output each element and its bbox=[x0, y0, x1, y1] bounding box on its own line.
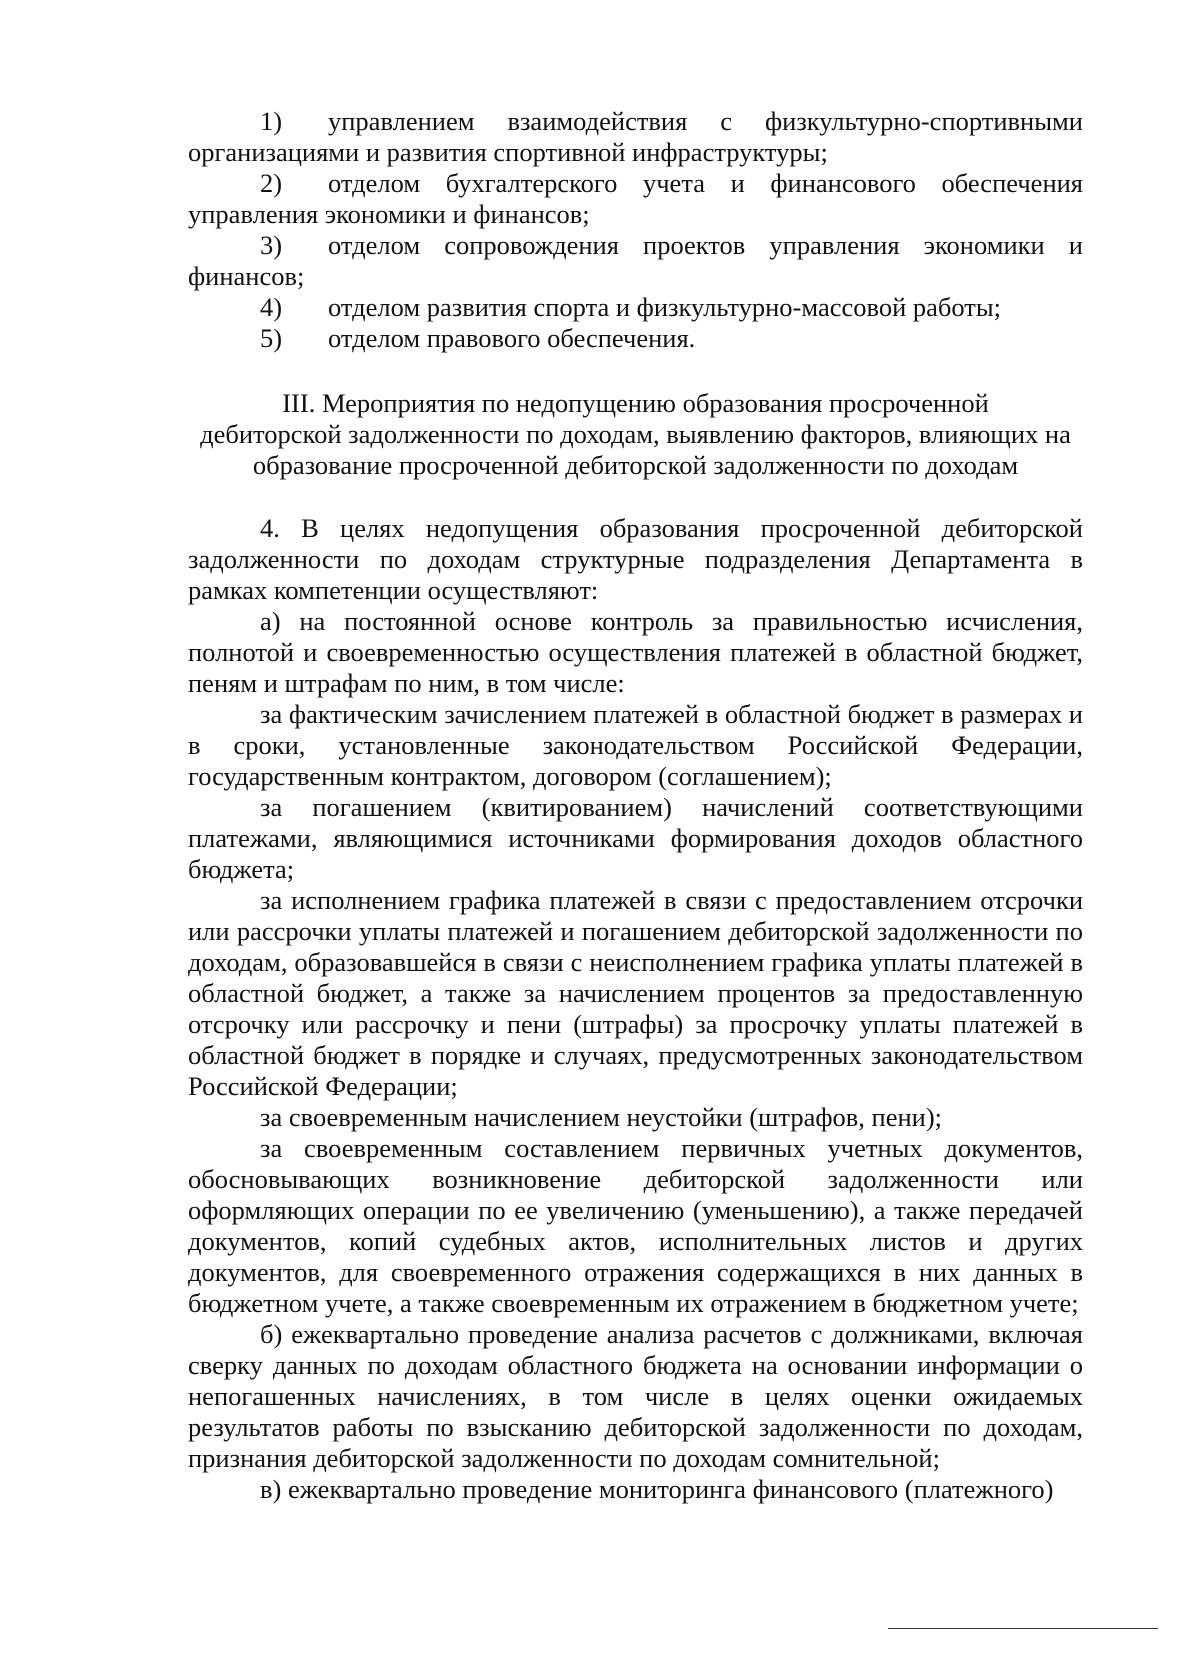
paragraph-actual-crediting: за фактическим зачислением платежей в областной бюджет в размерах и в сроки, установленные законодательством Российской Федерации, государственным контрактом, договором (соглашением); bbox=[188, 699, 1083, 791]
paragraph-b: б) ежеквартально проведение анализа расчетов с должниками, включая сверку данных по доходам областного бюджета на основании информации о непогашенных начислениях, в том числе в целях оценки ожидаемых результатов работы по взысканию дебиторской задолженности по доходам, признания дебиторской задолженности по доходам сомнительной; bbox=[188, 1319, 1083, 1473]
list-number: 2) bbox=[260, 168, 283, 198]
paragraph-4: 4. В целях недопущения образования просроченной дебиторской задолженности по доходам структурные подразделения Департамента в рамках компетенции осуществляют: bbox=[188, 513, 1083, 605]
document-body bbox=[188, 106, 1083, 1505]
list-number: 5) bbox=[260, 323, 283, 353]
section-heading-line: образование просроченной дебиторской задолженности по доходам bbox=[252, 450, 1019, 480]
section-heading-line: дебиторской задолженности по доходам, выявлению факторов, влияющих на bbox=[200, 419, 1071, 449]
section-heading bbox=[188, 388, 1083, 481]
paragraph-penalty: за своевременным начислением неустойки (штрафов, пени); bbox=[260, 1102, 943, 1132]
list-text-continuation: управления экономики и финансов; bbox=[188, 199, 590, 229]
paragraph-v: в) ежеквартально проведение мониторинга финансового (платежного) bbox=[260, 1474, 1054, 1504]
list-text: отделом сопровождения проектов управления экономики и bbox=[328, 230, 1083, 260]
list-text: управлением взаимодействия с физкультурно-спортивными bbox=[328, 106, 1083, 136]
list-text: отделом бухгалтерского учета и финансового обеспечения bbox=[328, 168, 1083, 198]
paragraph-repayment: за погашением (квитированием) начислений соответствующими платежами, являющимися источниками формирования доходов областного бюджета; bbox=[188, 792, 1083, 884]
paragraph-a: а) на постоянной основе контроль за правильностью исчисления, полнотой и своевременностью осуществления платежей в областной бюджет, пеням и штрафам по ним, в том числе: bbox=[188, 606, 1083, 698]
list-text-continuation: финансов; bbox=[188, 261, 305, 291]
list-number: 3) bbox=[260, 230, 283, 260]
section-heading-line: III. Мероприятия по недопущению образования просроченной bbox=[282, 388, 989, 418]
list-text: отделом развития спорта и физкультурно-массовой работы; bbox=[328, 292, 1002, 322]
paragraph-primary-documents: за своевременным составлением первичных учетных документов, обосновывающих возникновение дебиторской задолженности или оформляющих операции по ее увеличению (уменьшению), а также передачей документов, копий судебных актов, исполнительных листов и других документов, для своевременного отражения содержащихся в них данных в бюджетном учете, а также своевременным их отражением в бюджетном учете; bbox=[188, 1133, 1083, 1318]
list-number: 4) bbox=[260, 292, 283, 322]
list-item-3 bbox=[188, 230, 1083, 292]
list-item-1 bbox=[188, 106, 1083, 168]
paragraph-payment-schedule: за исполнением графика платежей в связи с предоставлением отсрочки или рассрочки уплаты платежей и погашением дебиторской задолженности по доходам, образовавшейся в связи с неисполнением графика уплаты платежей в областной бюджет, а также за начислением процентов за предоставленную отсрочку или рассрочку и пени (штрафы) за просрочку уплаты платежей в областной бюджет в порядке и случаях, предусмотренных законодательством Российской Федерации; bbox=[188, 885, 1083, 1101]
list-text: отделом правового обеспечения. bbox=[328, 323, 696, 353]
list-item-2 bbox=[188, 168, 1083, 230]
list-text-continuation: организациями и развития спортивной инфраструктуры; bbox=[188, 137, 828, 167]
list-item-4 bbox=[188, 292, 1083, 323]
footer-divider bbox=[888, 1628, 1158, 1629]
list-item-5 bbox=[188, 323, 1083, 354]
list-number: 1) bbox=[260, 106, 283, 136]
